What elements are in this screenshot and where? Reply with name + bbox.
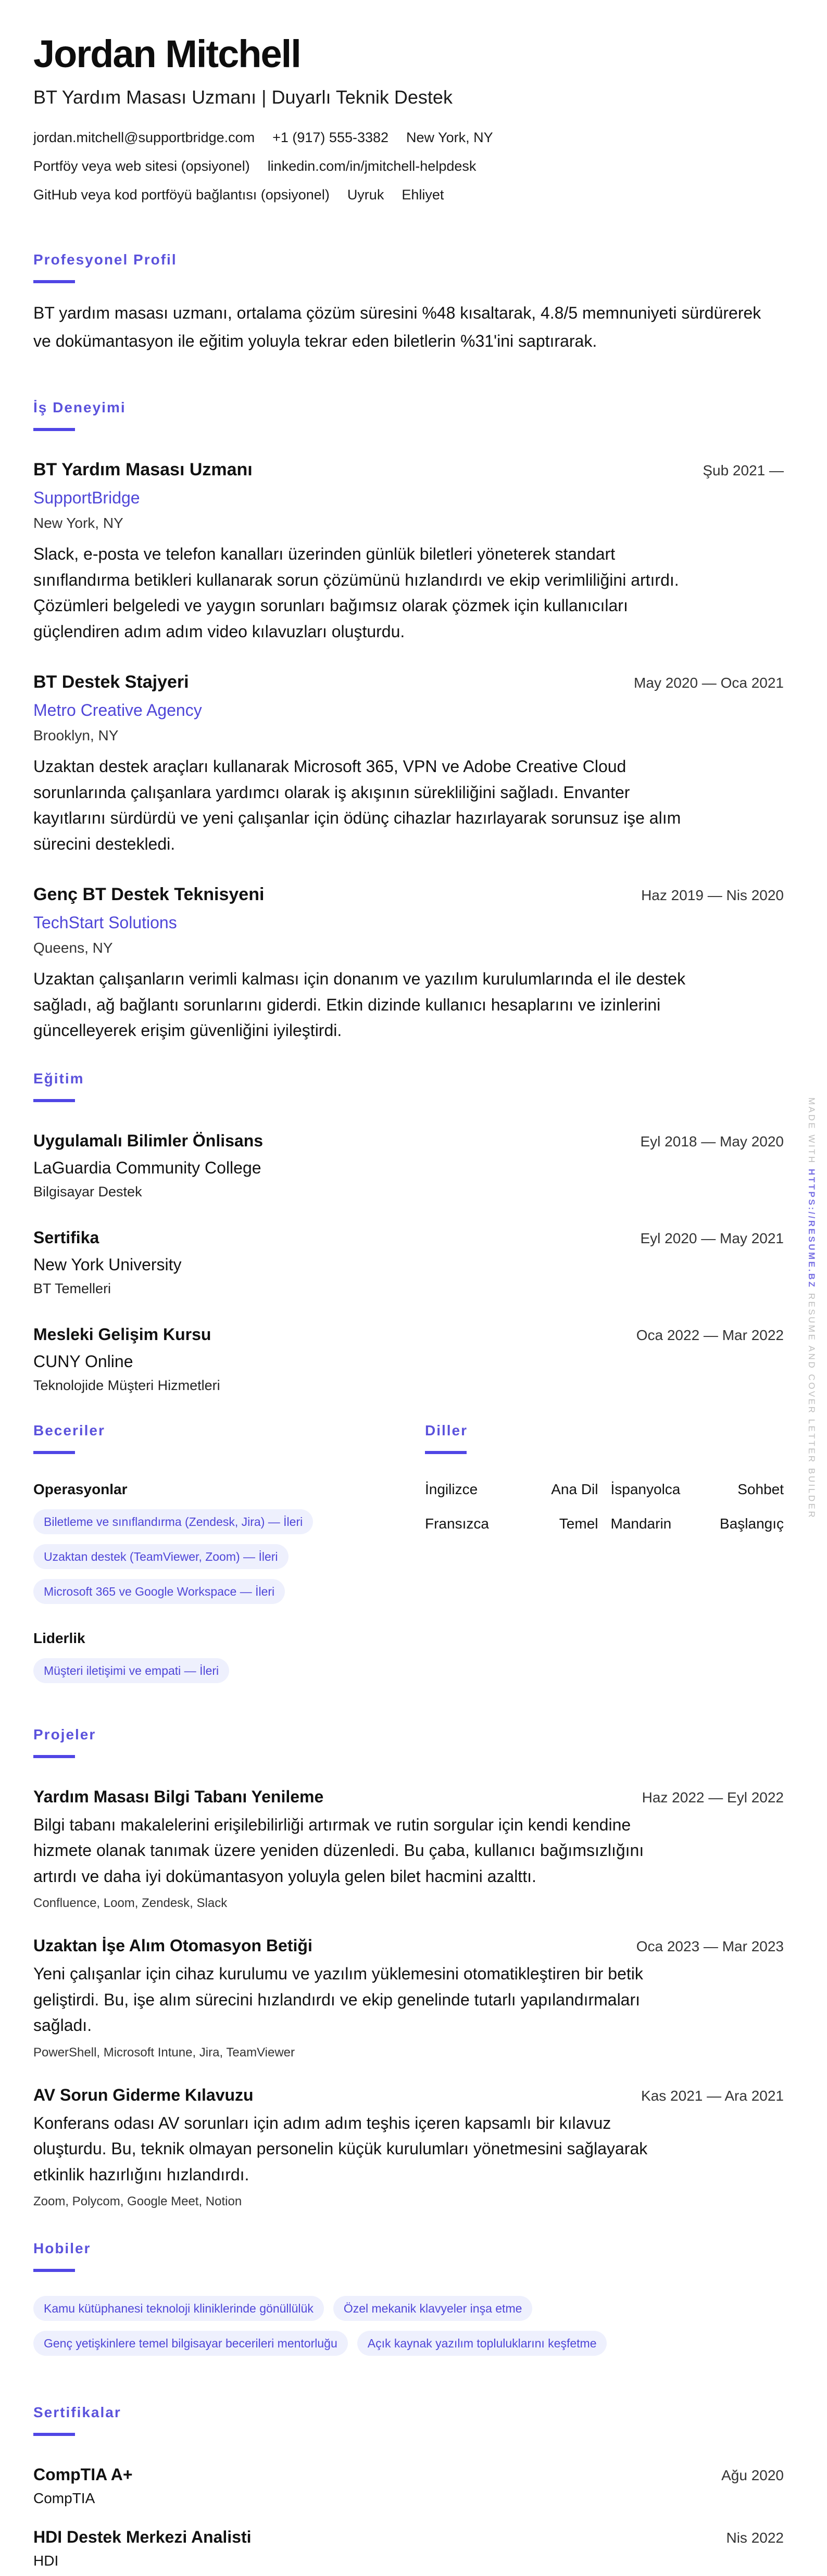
skills-section: [33, 1422, 425, 1683]
contact-row: [33, 186, 784, 203]
skill-chips: [33, 1509, 425, 1604]
section-heading: Eğitim: [33, 1070, 84, 1087]
job-title: Genç BT Destek Teknisyeni: [33, 885, 265, 904]
job-title: BT Yardım Masası Uzmanı: [33, 460, 253, 479]
degree-name: Mesleki Gelişim Kursu: [33, 1324, 211, 1344]
field-of-study: Teknolojide Müşteri Hizmetleri: [33, 1377, 220, 1393]
project-description: Konferans odası AV sorunları için adım adım teşhis içeren kapsamlı bir kılavuz oluşturdu. Bu, teknik olmayan personelin küçük kurulumları yönetmesini sağlayarak etkinlik hazırlığını hızlandırdı.: [33, 2113, 648, 2184]
project-title: AV Sorun Giderme Kılavuzu: [33, 2085, 254, 2104]
hobby-chip: Genç yetişkinlere temel bilgisayar becerileri mentorluğu: [33, 2331, 348, 2356]
nationality-text: Uyruk: [347, 187, 384, 203]
job-title: BT Destek Stajyeri: [33, 672, 189, 692]
section-divider: [33, 1755, 75, 1758]
section-heading: Sertifikalar: [33, 2404, 121, 2420]
section-heading: Beceriler: [33, 1422, 105, 1438]
watermark-link[interactable]: HTTPS://RESUME.BZ: [807, 1169, 817, 1289]
profile-section: [33, 251, 784, 355]
section-heading: Hobiler: [33, 2240, 91, 2256]
education-section: [33, 1070, 784, 1395]
section-divider: [33, 428, 75, 431]
company-name: TechStart Solutions: [33, 913, 177, 932]
project-item: [33, 1785, 784, 1913]
hobby-chip: Açık kaynak yazılım topluluklarını keşfetme: [357, 2331, 607, 2356]
skill-chip: Microsoft 365 ve Google Workspace — İleri: [33, 1579, 285, 1604]
section-divider: [33, 1099, 75, 1102]
education-date: Oca 2022 — Mar 2022: [636, 1327, 784, 1343]
language-name: Fransızca: [425, 1515, 489, 1532]
hobbies-section: [33, 2240, 784, 2356]
watermark-prefix: MADE WITH: [807, 1097, 817, 1165]
contact-info: [33, 129, 784, 203]
contact-row: [33, 129, 784, 146]
education-date: Eyl 2020 — May 2021: [640, 1230, 784, 1246]
language-item: [611, 1514, 784, 1533]
skill-category: Liderlik: [33, 1630, 85, 1646]
job-description: Uzaktan çalışanların verimli kalması için donanım ve yazılım kurulumlarında el ile destek sağladı, ağ bağlantı sorunlarını giderdi. Etkin dizinde kullanıcı hesaplarını ve izinlerini güncelleyerek erişim güvenliğini iyileştirdi.: [33, 969, 686, 1040]
section-heading: Profesyonel Profil: [33, 251, 177, 268]
certification-item: [33, 2526, 784, 2570]
education-item: [33, 1323, 784, 1395]
job-description: Uzaktan destek araçları kullanarak Microsoft 365, VPN ve Adobe Creative Cloud sorunlarında çalışanlara yardımcı olarak iş akışının sürekliliğini sağladı. Envanter kayıtlarını sürdürdü ve yeni çalışanlar için ödünç cihazlar hazırlayarak sorunsuz işe alım sürecini destekledi.: [33, 757, 681, 853]
hobby-chip: Kamu kütüphanesi teknoloji kliniklerinde gönüllülük: [33, 2296, 324, 2321]
profile-summary: BT yardım masası uzmanı, ortalama çözüm süresini %48 kısaltarak, 4.8/5 memnuniyeti sürdürerek ve dokümantasyon ile eğitim yoluyla tekrar eden biletlerin %31'ini saptırarak.: [33, 304, 761, 350]
certification-date: Nis 2022: [726, 2530, 784, 2546]
certification-item: [33, 2463, 784, 2508]
education-date: Eyl 2018 — May 2020: [640, 1133, 784, 1150]
skill-category: Operasyonlar: [33, 1481, 128, 1497]
project-title: Yardım Masası Bilgi Tabanı Yenileme: [33, 1787, 324, 1806]
experience-item: [33, 883, 784, 1044]
project-description: Bilgi tabanı makalelerini erişilebilirliği artırmak ve rutin sorgular için kendi kendine hizmete olanak tanımak üzere yeniden düzenledi. Bu çaba, kullanıcı bağımsızlığını artırdı ve daha iyi dokümantasyon yoluyla gelen bilet hacmini azalttı.: [33, 1815, 644, 1886]
job-date: May 2020 — Oca 2021: [634, 675, 784, 691]
skill-chip: Uzaktan destek (TeamViewer, Zoom) — İleri: [33, 1544, 289, 1569]
job-description: Slack, e-posta ve telefon kanalları üzerinden günlük biletleri yöneterek standart sınıflandırma betikleri kullanarak sorun çözümünü hızlandırdı ve ekip verimliliğini artırdı. Çözümleri belgeledi ve yaygın sorunları bağımsız olarak çözmek için kullanıcıları güçlendiren adım adım video kılavuzları oluşturdu.: [33, 545, 679, 641]
section-divider: [425, 1451, 467, 1454]
certification-issuer: CompTIA: [33, 2490, 95, 2506]
skill-chip: Biletleme ve sınıflandırma (Zendesk, Jira) — İleri: [33, 1509, 313, 1534]
phone-link[interactable]: +1 (917) 555-3382: [272, 130, 389, 145]
section-divider: [33, 2269, 75, 2272]
language-item: [425, 1480, 598, 1499]
skill-chips: [33, 1658, 425, 1683]
degree-name: Sertifika: [33, 1228, 99, 1247]
project-date: Kas 2021 — Ara 2021: [641, 2087, 784, 2104]
language-name: Mandarin: [610, 1515, 672, 1532]
school-name: CUNY Online: [33, 1352, 133, 1371]
hobby-chip: Özel mekanik klavyeler inşa etme: [333, 2296, 533, 2321]
job-date: Haz 2019 — Nis 2020: [641, 887, 784, 903]
experience-section: [33, 399, 784, 1044]
section-heading: Diller: [425, 1422, 468, 1438]
skill-chip: Müşteri iletişimi ve empati — İleri: [33, 1658, 229, 1683]
project-item: [33, 2083, 784, 2211]
field-of-study: BT Temelleri: [33, 1280, 111, 1296]
field-of-study: Bilgisayar Destek: [33, 1183, 142, 1199]
project-description: Yeni çalışanlar için cihaz kurulumu ve yazılım yüklemesini otomatikleştiren bir betik geliştirdi. Bu, işe alım sürecini hızlandırdı ve ekip genelinde tutarlı yapılandırmaları sağladı.: [33, 1964, 643, 2035]
certification-issuer: HDI: [33, 2553, 59, 2569]
email-link[interactable]: jordan.mitchell@supportbridge.com: [33, 130, 255, 145]
candidate-subtitle: BT Yardım Masası Uzmanı | Duyarlı Teknik Destek: [33, 86, 453, 108]
project-tech: Zoom, Polycom, Google Meet, Notion: [33, 2194, 242, 2208]
company-name: SupportBridge: [33, 488, 140, 507]
experience-item: [33, 458, 784, 645]
license-text: Ehliyet: [402, 187, 444, 203]
language-item: [611, 1480, 784, 1499]
watermark-suffix: RESUME AND COVER LETTER BUILDER: [807, 1293, 817, 1520]
builder-watermark: [806, 1097, 817, 1519]
language-name: İspanyolca: [610, 1481, 681, 1497]
certifications-section: [33, 2404, 784, 2570]
language-level: Temel: [559, 1515, 598, 1532]
project-item: [33, 1934, 784, 2062]
company-name: Metro Creative Agency: [33, 701, 202, 719]
github-link[interactable]: GitHub veya kod portföyü bağlantısı (opsiyonel): [33, 187, 330, 203]
job-location: Brooklyn, NY: [33, 727, 119, 743]
languages-section: [425, 1422, 784, 1683]
job-date: Şub 2021 —: [703, 462, 784, 478]
project-date: Oca 2023 — Mar 2023: [636, 1938, 784, 1954]
experience-item: [33, 671, 784, 857]
contact-row: [33, 158, 784, 174]
portfolio-link[interactable]: Portföy veya web sitesi (opsiyonel): [33, 158, 250, 174]
linkedin-link[interactable]: linkedin.com/in/jmitchell-helpdesk: [267, 158, 477, 174]
candidate-name: Jordan Mitchell: [33, 32, 300, 75]
project-tech: PowerShell, Microsoft Intune, Jira, TeamViewer: [33, 2045, 295, 2060]
hobby-chips: [33, 2296, 721, 2356]
project-date: Haz 2022 — Eyl 2022: [642, 1789, 784, 1805]
section-divider: [33, 280, 75, 283]
project-title: Uzaktan İşe Alım Otomasyon Betiği: [33, 1936, 312, 1955]
projects-section: [33, 1726, 784, 2211]
certification-name: HDI Destek Merkezi Analisti: [33, 2528, 252, 2546]
certification-name: CompTIA A+: [33, 2465, 133, 2484]
language-level: Başlangıç: [720, 1515, 784, 1532]
certification-date: Ağu 2020: [721, 2467, 784, 2483]
section-divider: [33, 1451, 75, 1454]
education-item: [33, 1226, 784, 1298]
degree-name: Uygulamalı Bilimler Önlisans: [33, 1131, 264, 1150]
school-name: LaGuardia Community College: [33, 1158, 261, 1177]
language-item: [425, 1514, 598, 1533]
job-location: New York, NY: [33, 515, 123, 531]
language-level: Sohbet: [737, 1481, 784, 1497]
school-name: New York University: [33, 1255, 182, 1274]
section-heading: Projeler: [33, 1726, 96, 1742]
project-tech: Confluence, Loom, Zendesk, Slack: [33, 1896, 228, 1910]
section-divider: [33, 2433, 75, 2436]
education-item: [33, 1129, 784, 1201]
job-location: Queens, NY: [33, 940, 113, 956]
location-text: New York, NY: [406, 130, 493, 145]
skills-languages-row: [33, 1422, 784, 1683]
language-level: Ana Dil: [551, 1481, 598, 1497]
section-heading: İş Deneyimi: [33, 399, 126, 415]
language-name: İngilizce: [425, 1481, 478, 1497]
resume-header: [33, 30, 784, 203]
